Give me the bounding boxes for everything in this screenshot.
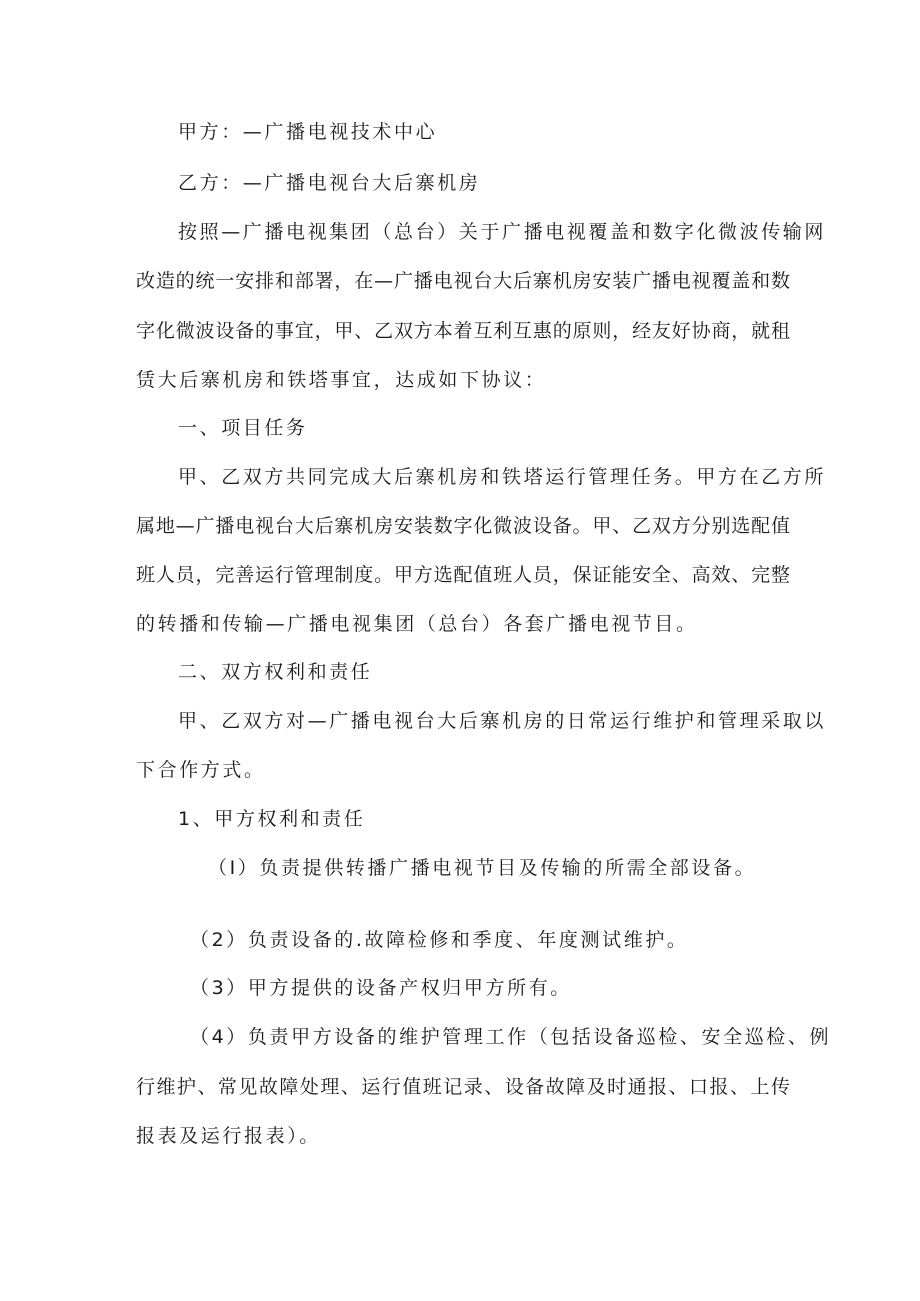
item-2: （2）负责设备的.故障检修和季度、年度测试维护。 — [190, 929, 689, 951]
item-4-line-1: （4）负责甲方设备的维护管理工作（包括设备巡检、安全巡检、例 — [190, 1026, 832, 1048]
item-4-line-2: 行维护、常见故障处理、运行值班记录、设备故障及时通报、口报、上传 — [136, 1076, 790, 1098]
section-1-line-3: 班人员，完善运行管理制度。甲方选配值班人员，保证能安全、高效、完整 — [136, 564, 790, 586]
party-b-line: 乙方：—广播电视台大后寨机房 — [178, 172, 481, 194]
intro-line-4: 赁大后寨机房和铁塔事宜，达成如下协议： — [136, 369, 547, 391]
section-1-line-2: 属地—广播电视台大后寨机房安装数字化微波设备。甲、乙双方分别选配值 — [136, 515, 790, 537]
intro-line-1: 按照—广播电视集团（总台）关于广播电视覆盖和数字化微波传输网 — [178, 221, 827, 243]
item-1: （I）负责提供转播广播电视节目及传输的所需全部设备。 — [208, 857, 757, 879]
section-2-line-1: 甲、乙双方对—广播电视台大后寨机房的日常运行维护和管理采取以 — [178, 710, 827, 732]
item-4-line-3: 报表及运行报表）。 — [136, 1125, 321, 1147]
item-3: （3）甲方提供的设备产权归甲方所有。 — [190, 977, 572, 999]
intro-line-2: 改造的统一安排和部署，在—广播电视台大后寨机房安装广播电视覆盖和数 — [136, 270, 790, 292]
section-2-line-2: 下合作方式。 — [136, 759, 266, 781]
party-a-line: 甲方：—广播电视技术中心 — [178, 121, 438, 143]
section-2-heading: 二、双方权利和责任 — [178, 661, 373, 683]
section-1-heading: 一、项目任务 — [178, 417, 308, 439]
section-1-line-1: 甲、乙双方共同完成大后寨机房和铁塔运行管理任务。甲方在乙方所 — [178, 466, 827, 488]
sub-1-heading: 1、甲方权利和责任 — [178, 808, 366, 830]
intro-line-3: 字化微波设备的事宜，甲、乙双方本着互利互惠的原则，经友好协商，就租 — [136, 320, 790, 342]
section-1-line-4: 的转播和传输—广播电视集团（总台）各套广播电视节目。 — [136, 613, 698, 635]
